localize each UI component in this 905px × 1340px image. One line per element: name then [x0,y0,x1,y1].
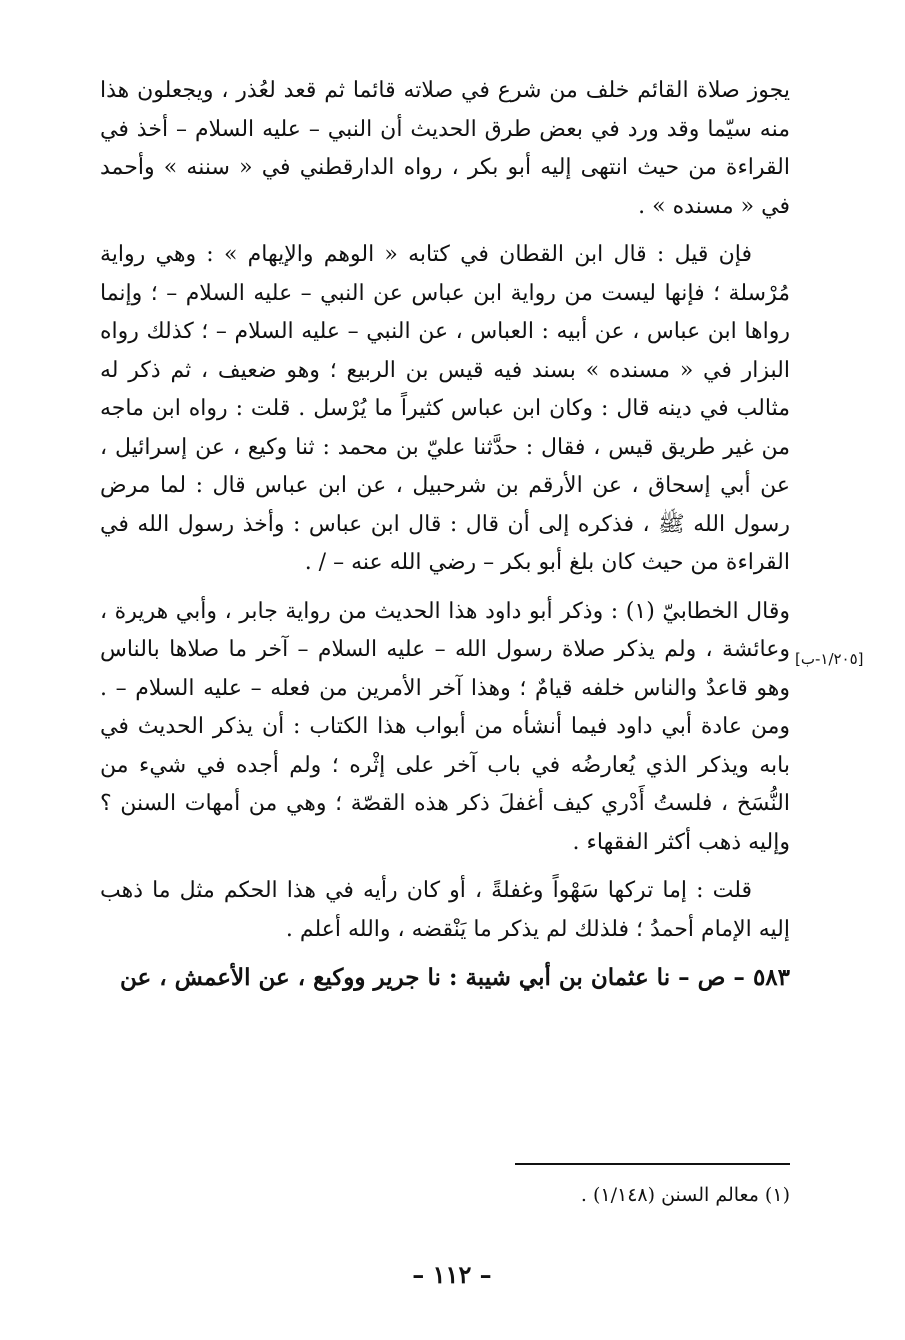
margin-folio-note: [١/٢٠٥-ب] [795,650,864,668]
footnote-divider [515,1163,790,1165]
paragraph-2: فإن قيل : قال ابن القطان في كتابه « الوهم والإيهام » : وهي رواية مُرْسلة ؛ فإنها ليست من رواية ابن عباس عن النبي – عليه السلام – ؛ وإنما رواها ابن عباس ، عن أبيه : العباس ، عن النبي – عليه السلام – ؛ كذلك رواه البزار في « مسنده » بسند فيه قيس بن الربيع ؛ وهو ضعيف ، ثم ذكر له مثالب في دينه قال : وكان ابن عباس كثيراً ما يُرْسل . قلت : رواه ابن ماجه من غير طريق قيس ، فقال : حدَّثنا عليّ بن محمد : ثنا وكيع ، عن إسرائيل ، عن أبي إسحاق ، عن الأرقم بن شرحبيل ، عن ابن عباس قال : لما مرض رسول الله ﷺ ، فذكره إلى أن قال : قال ابن عباس : وأخذ رسول الله في القراءة من حيث كان بلغ أبو بكر – رضي الله عنه – / . [100,242,790,575]
paragraph-4: قلت : إما تركها سَهْواً وغفلةً ، أو كان رأيه في هذا الحكم مثل ما ذهب إليه الإمام أحمدُ ؛ فلذلك لم يذكر ما يَنْقضه ، والله أعلم . [100,878,790,942]
paragraph-1: يجوز صلاة القائم خلف من شرع في صلاته قائما ثم قعد لعُذر ، ويجعلون هذا منه سيّما وقد ورد في بعض طرق الحديث أن النبي – عليه السلام – أخذ في القراءة من حيث انتهى إليه أبو بكر ، رواه الدارقطني في « سننه » وأحمد في « مسنده » . [100,78,790,219]
hadith-heading: ٥٨٣ – ص – نا عثمان بن أبي شيبة : نا جرير ووكيع ، عن الأعمش ، عن [119,964,790,991]
body-text [100,72,790,1008]
paragraph-3: وقال الخطابيّ (١) : وذكر أبو داود هذا الحديث من رواية جابر ، وأبي هريرة ، وعائشة ، ولم يذكر صلاة رسول الله – عليه السلام – آخر ما صلاها بالناس وهو قاعدٌ والناس خلفه قيامٌ ؛ وهذا آخر الأمرين من فعله – عليه السلام – . ومن عادة أبي داود فيما أنشأه من أبواب هذا الكتاب : أن يذكر الحديث في بابه ويذكر الذي يُعارضُه في باب آخر على إثْره ؛ ولم أجده في شيء من النُّسَخ ، فلستُ أَدْري كيف أغفلَ ذكر هذه القصّة ؛ وهي من أمهات السنن ؟ وإليه ذهب أكثر الفقهاء . [100,598,790,855]
footnote: (١) معالم السنن (١/١٤٨) . [580,1184,790,1206]
page-number: – ١١٢ – [412,1260,492,1289]
